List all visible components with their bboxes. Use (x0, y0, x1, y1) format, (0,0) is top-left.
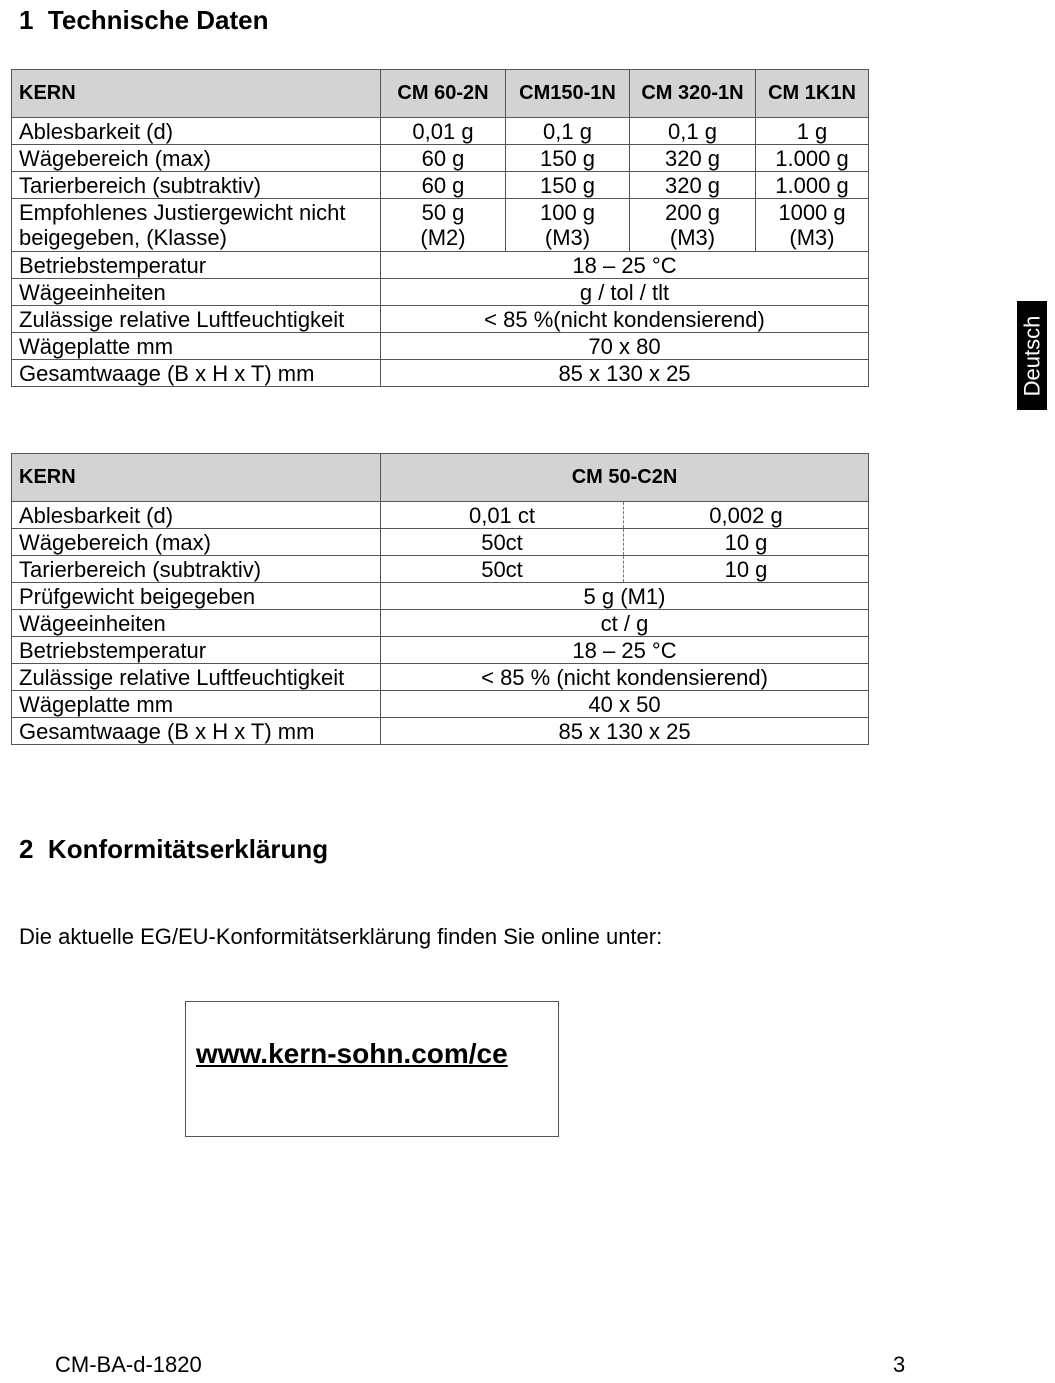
section-number: 2 (19, 834, 34, 864)
row-label: Gesamtwaage (B x H x T) mm (12, 718, 381, 745)
row-value: 40 x 50 (381, 691, 869, 718)
table-row (12, 118, 869, 145)
row-value: 150 g (506, 172, 630, 199)
spec-table-cm-50-c2n (11, 453, 869, 745)
row-label: Ablesbarkeit (d) (12, 502, 381, 529)
row-value: g / tol / tlt (381, 279, 869, 306)
table-row-justiergewicht (12, 199, 869, 252)
row-value (756, 199, 869, 252)
table-row (12, 583, 869, 610)
row-label: Tarierbereich (subtraktiv) (12, 556, 381, 583)
header-cell: KERN (12, 454, 381, 502)
row-value-g: 0,002 g (624, 502, 869, 529)
row-label: Tarierbereich (subtraktiv) (12, 172, 381, 199)
label-line: Empfohlenes Justiergewicht nicht (19, 200, 346, 225)
row-label: Wägebereich (max) (12, 529, 381, 556)
row-label: Betriebstemperatur (12, 252, 381, 279)
row-value (381, 199, 506, 252)
weight-value: 100 g (539, 200, 596, 225)
section-2-heading (19, 834, 328, 865)
table-row (12, 360, 869, 387)
table-row (12, 529, 869, 556)
row-value: 5 g (M1) (381, 583, 869, 610)
row-label: Wägeplatte mm (12, 691, 381, 718)
row-label: Zulässige relative Luftfeuchtigkeit (12, 306, 381, 333)
row-value: 60 g (381, 145, 506, 172)
row-value: < 85 % (nicht kondensierend) (381, 664, 869, 691)
table-row (12, 502, 869, 529)
row-value: 320 g (630, 145, 756, 172)
table-row (12, 664, 869, 691)
label-line: beigegeben, (Klasse) (19, 225, 227, 250)
row-value (630, 199, 756, 252)
row-value: 1.000 g (756, 145, 869, 172)
weight-value: 200 g (664, 200, 721, 225)
row-label: Wägebereich (max) (12, 145, 381, 172)
row-value (506, 199, 630, 252)
table-row (12, 252, 869, 279)
row-label (12, 199, 381, 252)
row-value-ct: 50ct (381, 529, 624, 556)
row-value: 1 g (756, 118, 869, 145)
weight-class: (M3) (544, 225, 591, 250)
row-label: Betriebstemperatur (12, 637, 381, 664)
row-value: 1.000 g (756, 172, 869, 199)
table-row (12, 145, 869, 172)
row-value: 0,1 g (630, 118, 756, 145)
spec-table-cm-models (11, 69, 869, 387)
footer-doc-id: CM-BA-d-1820 (55, 1352, 202, 1377)
row-label: Wägeplatte mm (12, 333, 381, 360)
row-value: 85 x 130 x 25 (381, 718, 869, 745)
footer-page-number: 3 (893, 1352, 906, 1377)
row-value: 0,1 g (506, 118, 630, 145)
section-number: 1 (19, 5, 34, 35)
header-cell: CM 60-2N (381, 70, 506, 118)
header-cell: CM150-1N (506, 70, 630, 118)
weight-value: 50 g (421, 200, 465, 225)
header-cell: CM 1K1N (756, 70, 869, 118)
conformity-url-link[interactable]: www.kern-sohn.com/ce (196, 1038, 508, 1069)
row-label: Zulässige relative Luftfeuchtigkeit (12, 664, 381, 691)
row-value: 60 g (381, 172, 506, 199)
row-value: 18 – 25 °C (381, 637, 869, 664)
row-value: 320 g (630, 172, 756, 199)
row-value-g: 10 g (624, 556, 869, 583)
header-cell: KERN (12, 70, 381, 118)
row-value-ct: 50ct (381, 556, 624, 583)
language-label: Deutsch (1019, 315, 1044, 396)
table-row (12, 333, 869, 360)
table-row (12, 172, 869, 199)
row-value: 150 g (506, 145, 630, 172)
row-value: ct / g (381, 610, 869, 637)
row-label: Ablesbarkeit (d) (12, 118, 381, 145)
weight-class: (M3) (789, 225, 835, 250)
header-cell: CM 320-1N (630, 70, 756, 118)
header-cell: CM 50-C2N (381, 454, 869, 502)
weight-class: (M2) (420, 225, 466, 250)
row-label: Wägeeinheiten (12, 610, 381, 637)
table-row (12, 279, 869, 306)
row-value: 0,01 g (381, 118, 506, 145)
section-title: Konformitätserklärung (47, 834, 329, 864)
weight-class: (M3) (669, 225, 716, 250)
table-row (12, 691, 869, 718)
row-label: Prüfgewicht beigegeben (12, 583, 381, 610)
table-row (12, 306, 869, 333)
table-row (12, 556, 869, 583)
table-row (12, 610, 869, 637)
section-title: Technische Daten (47, 5, 269, 35)
url-box (185, 1001, 559, 1137)
table-row (12, 718, 869, 745)
row-value-ct: 0,01 ct (381, 502, 624, 529)
row-value: < 85 %(nicht kondensierend) (381, 306, 869, 333)
row-value-g: 10 g (624, 529, 869, 556)
weight-value: 1000 g (778, 200, 846, 225)
conformity-intro: Die aktuelle EG/EU-Konformitätserklärung finden Sie online unter: (19, 924, 663, 949)
section-1-heading (19, 5, 269, 36)
row-label: Gesamtwaage (B x H x T) mm (12, 360, 381, 387)
table-header-row (12, 70, 869, 118)
table-header-row (12, 454, 869, 502)
row-value: 70 x 80 (381, 333, 869, 360)
row-value: 18 – 25 °C (381, 252, 869, 279)
language-tab (1017, 301, 1047, 410)
row-value: 85 x 130 x 25 (381, 360, 869, 387)
row-label: Wägeeinheiten (12, 279, 381, 306)
table-row (12, 637, 869, 664)
